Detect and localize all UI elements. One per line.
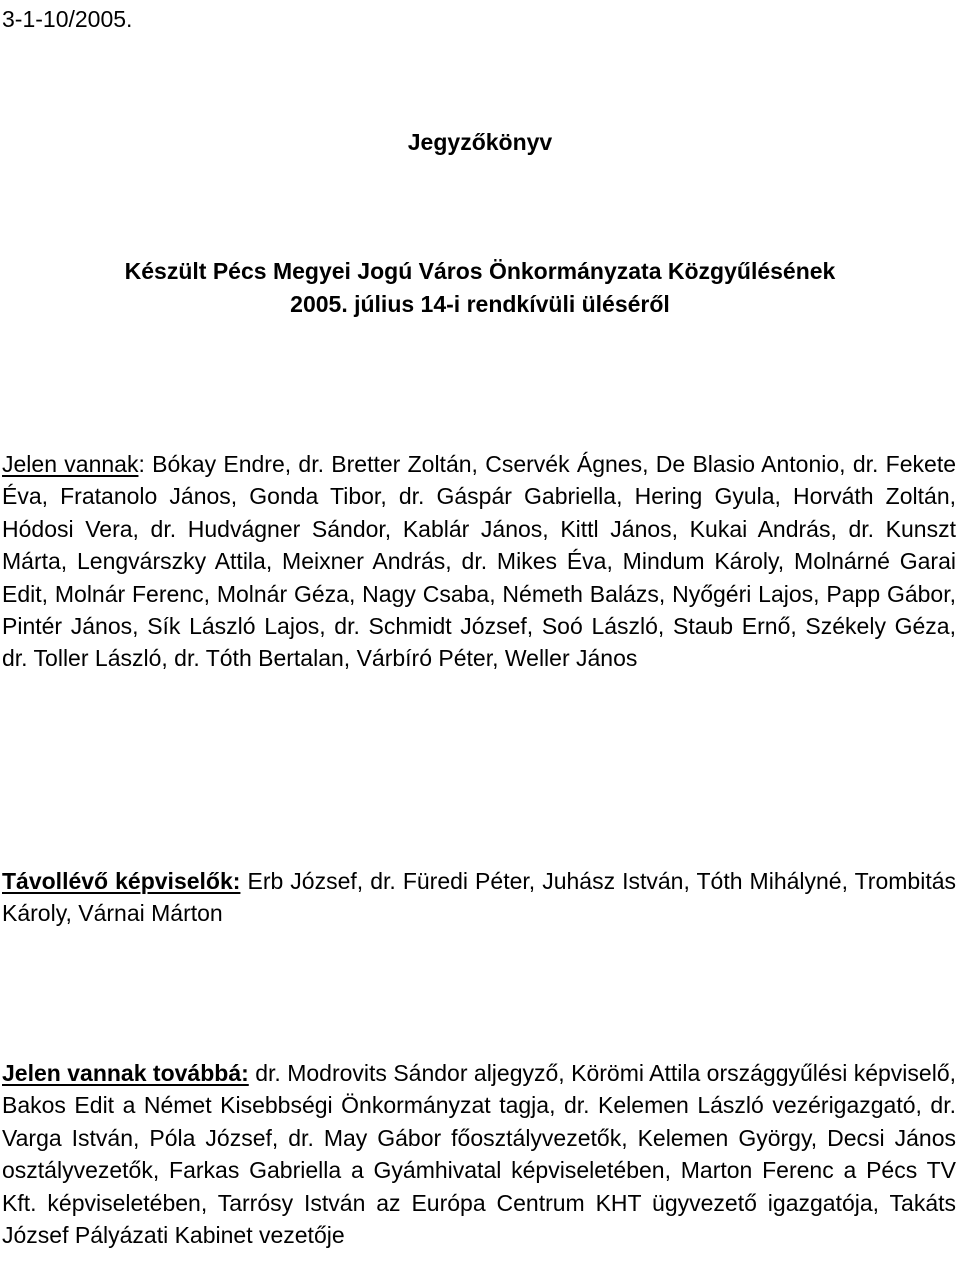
document-subtitle-line-2: 2005. július 14-i rendkívüli üléséről xyxy=(290,291,670,317)
document-title: Jegyzőkönyv xyxy=(407,129,553,155)
present-members-list: Bókay Endre, dr. Bretter Zoltán, Cservék Ágnes, De Blasio Antonio, dr. Fekete Éva, Fratanolo János, Gonda Tibor, dr. Gáspár Gabriella, Hering Gyula, Horváth Zoltán, Hódosi Vera, dr. Hudvágner Sándor, Kablár János, Kittl János, Kukai András, dr. Kunszt Márta, Lengvárszky Attila, Meixner András, dr. Mikes Éva, Mindum Károly, Molnárné Garai Edit, Molnár Ferenc, Molnár Géza, Nagy Csaba, Németh Balázs, Nyőgéri Lajos, Papp Gábor, Pintér János, Sík László Lajos, dr. Schmidt József, Soó László, Staub Ernő, Székely Géza, dr. Toller László, dr. Tóth Bertalan, Várbíró Péter, Weller János xyxy=(2,451,957,672)
document-subtitle-line-1: Készült Pécs Megyei Jogú Város Önkormányzata Közgyűlésének xyxy=(124,258,836,284)
absent-representatives-paragraph xyxy=(2,865,956,930)
absent-representatives-list: Erb József, dr. Füredi Péter, Juhász István, Tóth Mihályné, Trombitás Károly, Várnai Márton xyxy=(2,868,957,927)
present-members-label: Jelen vannak xyxy=(2,451,139,477)
also-present-paragraph xyxy=(2,1057,956,1251)
document-reference-number: 3-1-10/2005. xyxy=(2,6,133,32)
also-present-label: Jelen vannak továbbá: xyxy=(2,1060,249,1086)
also-present-list: dr. Modrovits Sándor aljegyző, Körömi Attila országgyűlési képviselő, Bakos Edit a Német Kisebbségi Önkormányzat tagja, dr. Kelemen László vezérigazgató, dr. Varga István, Póla József, dr. May Gábor főosztályvezetők, Kelemen György, Decsi János osztályvezetők, Farkas Gabriella a Gyámhivatal képviseletében, Marton Ferenc a Pécs TV Kft. képviseletében, Tarrósy István az Európa Centrum KHT ügyvezető igazgatója, Takáts József Pályázati Kabinet vezetője xyxy=(2,1060,957,1249)
present-members-separator: : xyxy=(138,451,153,477)
absent-representatives-label: Távollévő képviselők: xyxy=(2,868,241,894)
present-members-paragraph xyxy=(2,448,956,675)
